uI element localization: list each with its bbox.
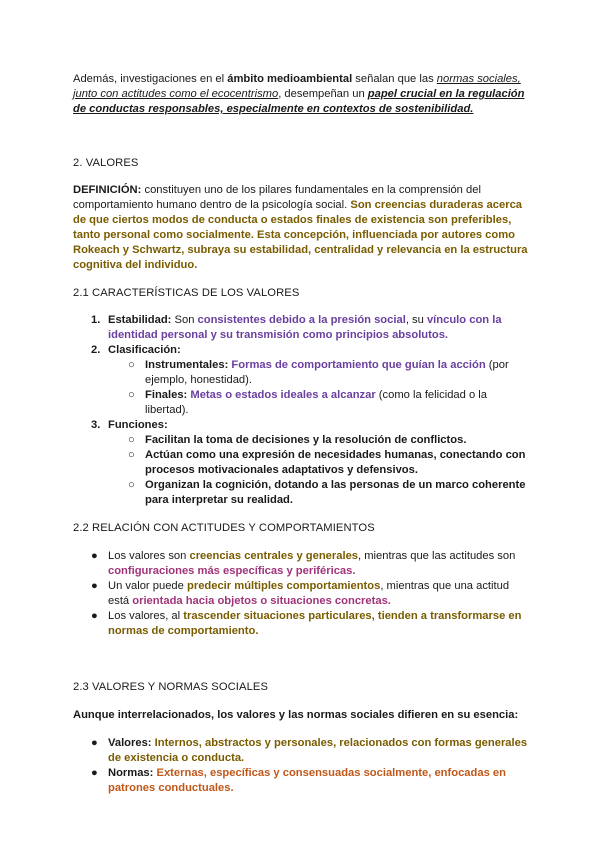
- list-item-normas: [73, 766, 528, 796]
- intro-text: , desempeñan un: [278, 88, 368, 100]
- circle-bullet-icon: ○: [128, 389, 135, 401]
- funcion-text: Facilitan la toma de decisiones y la resolución de conflictos.: [145, 434, 467, 446]
- bullet-icon: ●: [91, 737, 98, 749]
- section-heading-caracteristicas: 2.1 CARACTERÍSTICAS DE LOS VALORES: [73, 287, 300, 299]
- bullet-icon: ●: [91, 610, 98, 622]
- intro-paragraph: [73, 72, 528, 117]
- normas-label: Normas:: [108, 767, 154, 779]
- sublist-item-finales: [108, 388, 528, 418]
- circle-bullet-icon: ○: [128, 449, 135, 461]
- list-item-clasificacion: [73, 343, 528, 418]
- intro-underline-bold: papel crucial en la regulación de conductas responsables, especialmente en contextos de sostenibilidad.: [73, 88, 525, 115]
- valores-label: Valores:: [108, 737, 152, 749]
- definition-highlight: Son creencias duraderas acerca de que ciertos modos de conducta o estados finales de existencia son preferibles, tanto personal como socialmente. Esta concepción, influenciada por autores como Rokeach y Schwartz, subraya su estabilidad, centralidad y relevancia en la estructura cognitiva del individuo.: [73, 199, 528, 271]
- estabilidad-text: Son: [171, 314, 198, 326]
- sublist-item: [108, 433, 528, 448]
- relacion-text: , mientras que las actitudes son: [358, 550, 516, 562]
- finales-label: Finales:: [145, 389, 188, 401]
- intro-bold: ámbito medioambiental: [227, 73, 353, 85]
- section-heading-normas: 2.3 VALORES Y NORMAS SOCIALES: [73, 681, 269, 693]
- relacion-text: Los valores son: [108, 550, 190, 562]
- list-item: [73, 609, 528, 639]
- valores-highlight: Internos, abstractos y personales, relacionados con formas generales de existencia o conducta.: [108, 737, 528, 764]
- intro-text: señalan que las: [352, 73, 437, 85]
- circle-bullet-icon: ○: [128, 434, 135, 446]
- estabilidad-highlight: vínculo con la identidad personal y su transmisión como principios absolutos.: [108, 314, 502, 341]
- section-heading-relacion: 2.2 RELACIÓN CON ACTITUDES Y COMPORTAMIENTOS: [73, 522, 375, 534]
- list-item-estabilidad: [73, 313, 528, 343]
- relacion-highlight: predecir múltiples comportamientos: [187, 580, 381, 592]
- list-number: 1.: [91, 314, 101, 326]
- sublist-item: [108, 448, 528, 478]
- finales-text: (como la felicidad o la libertad).: [145, 389, 488, 416]
- relacion-highlight: trascender situaciones particulares, tienden a transformarse en normas de comportamiento.: [108, 610, 522, 637]
- intro-text: Además, investigaciones en el: [73, 73, 228, 85]
- instrumentales-label: Instrumentales:: [145, 359, 229, 371]
- list-item: [73, 579, 528, 609]
- relacion-highlight-alt: configuraciones más específicas y periféricas.: [108, 565, 356, 577]
- bullet-icon: ●: [91, 767, 98, 779]
- funciones-label: Funciones:: [108, 419, 168, 431]
- section-heading-valores: 2. VALORES: [73, 157, 139, 169]
- estabilidad-highlight: consistentes debido a la presión social: [197, 314, 406, 326]
- clasificacion-sublist: [108, 358, 528, 418]
- list-number: 3.: [91, 419, 101, 431]
- finales-highlight: Metas o estados ideales a alcanzar: [187, 389, 376, 401]
- circle-bullet-icon: ○: [128, 359, 135, 371]
- relacion-text: Un valor puede: [108, 580, 187, 592]
- list-item: [73, 549, 528, 579]
- relacion-list: [73, 549, 528, 639]
- normas-list: [73, 736, 528, 796]
- definition-text: constituyen uno de los pilares fundamentales en la comprensión del comportamiento humano dentro de la psicología social.: [73, 184, 481, 211]
- sublist-item: [108, 478, 528, 508]
- relacion-highlight: creencias centrales y generales: [189, 550, 359, 562]
- characteristics-list: [73, 313, 528, 508]
- relacion-text: Los valores, al: [108, 610, 184, 622]
- normas-highlight: Externas, específicas y consensuadas socialmente, enfocadas en patrones conductuales.: [108, 767, 506, 794]
- funciones-sublist: [108, 433, 528, 508]
- definition-label: DEFINICIÓN:: [73, 184, 142, 196]
- normas-lead: Aunque interrelacionados, los valores y las normas sociales difieren en su esencia:: [73, 709, 519, 721]
- circle-bullet-icon: ○: [128, 479, 135, 491]
- list-number: 2.: [91, 344, 101, 356]
- list-item-funciones: [73, 418, 528, 508]
- estabilidad-text: , su: [405, 314, 427, 326]
- funcion-text: Actúan como una expresión de necesidades humanas, conectando con procesos motivacionales adaptativos y defensivos.: [145, 449, 526, 476]
- relacion-text: , mientras que una actitud está: [108, 580, 510, 607]
- instrumentales-highlight: Formas de comportamiento que guían la acción: [228, 359, 486, 371]
- estabilidad-label: Estabilidad:: [108, 314, 172, 326]
- definition-paragraph: [73, 183, 528, 273]
- funcion-text: Organizan la cognición, dotando a las personas de un marco coherente para interpretar su realidad.: [145, 479, 526, 506]
- instrumentales-text: (por ejemplo, honestidad).: [145, 359, 509, 386]
- sublist-item-instrumentales: [108, 358, 528, 388]
- bullet-icon: ●: [91, 580, 98, 592]
- document-page: [73, 72, 528, 796]
- intro-underline-italic: normas sociales, junto con actitudes como el ecocentrismo: [73, 73, 521, 100]
- relacion-highlight-alt: orientada hacia objetos o situaciones concretas.: [132, 595, 391, 607]
- list-item-valores: [73, 736, 528, 766]
- clasificacion-label: Clasificación:: [108, 344, 181, 356]
- bullet-icon: ●: [91, 550, 98, 562]
